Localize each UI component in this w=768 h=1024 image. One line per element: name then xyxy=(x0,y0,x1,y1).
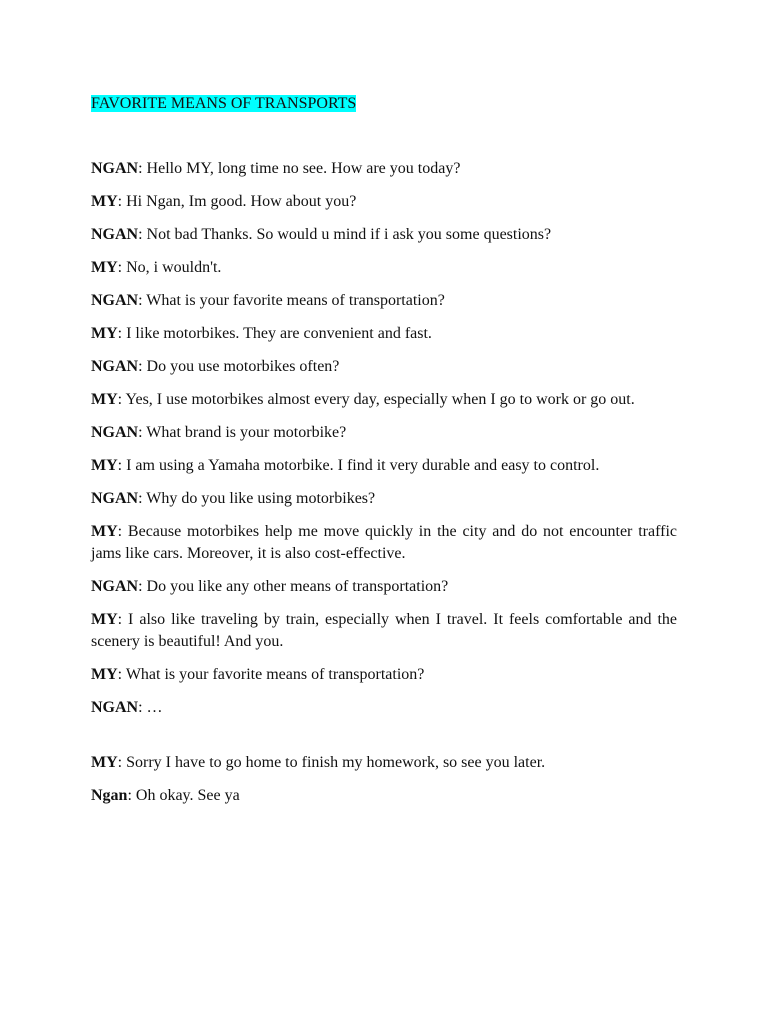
dialogue-line xyxy=(91,290,677,312)
dialogue-line xyxy=(91,422,677,444)
line-text: : What brand is your motorbike? xyxy=(138,424,347,441)
speaker-name: NGAN xyxy=(91,424,139,441)
speaker-name: MY xyxy=(91,259,118,276)
speaker-name: MY xyxy=(91,523,118,540)
document-title xyxy=(91,93,356,114)
line-text: : … xyxy=(138,699,163,716)
dialogue-line xyxy=(91,609,677,653)
speaker-name: NGAN xyxy=(91,490,139,507)
line-text: : Hi Ngan, Im good. How about you? xyxy=(117,193,357,210)
speaker-name: NGAN xyxy=(91,358,139,375)
speaker-name: NGAN xyxy=(91,578,139,595)
dialogue-line xyxy=(91,191,677,213)
dialogue-line xyxy=(91,785,677,807)
line-text: : No, i wouldn't. xyxy=(117,259,222,276)
line-text: : Because motorbikes help me move quickly in the city and do not encounter traffic jams like cars. Moreover, it is also cost-effective. xyxy=(91,523,677,562)
speaker-name: NGAN xyxy=(91,226,139,243)
dialogue-line xyxy=(91,158,677,180)
speaker-name: MY xyxy=(91,325,118,342)
title-highlight: FAVORITE MEANS OF TRANSPORTS xyxy=(91,95,357,112)
speaker-name: MY xyxy=(91,611,118,628)
dialogue-line xyxy=(91,488,677,510)
line-text: : Sorry I have to go home to finish my homework, so see you later. xyxy=(117,754,546,771)
speaker-name: MY xyxy=(91,666,118,683)
line-text: : I like motorbikes. They are convenient and fast. xyxy=(117,325,432,342)
dialogue-line xyxy=(91,697,677,719)
dialogue-line xyxy=(91,664,677,686)
line-text: : What is your favorite means of transportation? xyxy=(117,666,425,683)
speaker-name: NGAN xyxy=(91,292,139,309)
dialogue-line xyxy=(91,389,677,411)
line-text: : Not bad Thanks. So would u mind if i ask you some questions? xyxy=(138,226,552,243)
speaker-name: Ngan xyxy=(91,787,128,804)
speaker-name: MY xyxy=(91,193,118,210)
speaker-name: MY xyxy=(91,754,118,771)
line-text: : Yes, I use motorbikes almost every day, especially when I go to work or go out. xyxy=(117,391,635,408)
dialogue-line xyxy=(91,323,677,345)
speaker-name: NGAN xyxy=(91,160,139,177)
line-text: : Why do you like using motorbikes? xyxy=(138,490,376,507)
line-text: : Do you use motorbikes often? xyxy=(138,358,340,375)
line-text: : Do you like any other means of transportation? xyxy=(138,578,449,595)
line-text: : Oh okay. See ya xyxy=(127,787,240,804)
line-text: : I also like traveling by train, especially when I travel. It feels comfortable and the scenery is beautiful! And you. xyxy=(91,611,677,650)
dialogue-line xyxy=(91,224,677,246)
dialogue-line xyxy=(91,455,677,477)
speaker-name: NGAN xyxy=(91,699,139,716)
dialogue xyxy=(91,158,677,818)
dialogue-line xyxy=(91,576,677,598)
dialogue-line xyxy=(91,257,677,279)
line-text: : Hello MY, long time no see. How are you today? xyxy=(138,160,461,177)
line-text: : What is your favorite means of transportation? xyxy=(138,292,445,309)
speaker-name: MY xyxy=(91,457,118,474)
dialogue-line xyxy=(91,752,677,774)
dialogue-line xyxy=(91,521,677,565)
dialogue-line xyxy=(91,356,677,378)
line-text: : I am using a Yamaha motorbike. I find it very durable and easy to control. xyxy=(117,457,600,474)
speaker-name: MY xyxy=(91,391,118,408)
